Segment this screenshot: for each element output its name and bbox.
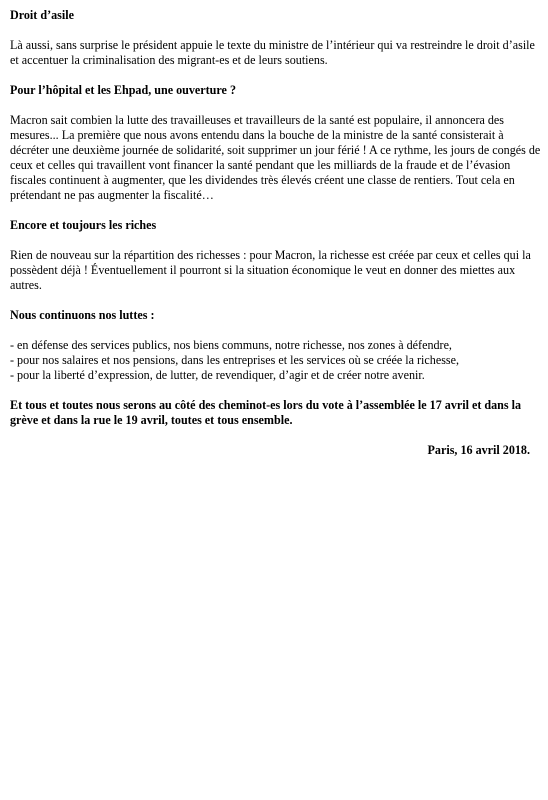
paragraph-line: Macron sait combien la lutte des travailleuses et travailleurs de la santé est populaire, il annoncera des [10, 113, 504, 127]
paragraph-line: et accentuer la criminalisation des migrant-es et de leurs soutiens. [10, 53, 328, 67]
section-hopital-ehpad [10, 83, 541, 203]
paragraph-line: autres. [10, 278, 42, 292]
paragraph-line: possèdent déjà ! Éventuellement il pourront si la situation économique le veut en donner des miettes aux [10, 263, 516, 277]
section-luttes [10, 308, 532, 383]
list-item: - pour la liberté d’expression, de lutter, de revendiquer, d’agir et de créer notre avenir. [10, 368, 425, 382]
section-paragraph [10, 113, 541, 203]
list-item: - en défense des services publics, nos biens communs, notre richesse, nos zones à défendre, [10, 338, 452, 352]
section-paragraph [10, 248, 532, 293]
section-list [10, 338, 532, 383]
closing-line: grève et dans la rue le 19 avril, toutes et tous ensemble. [10, 413, 293, 427]
section-heading: Encore et toujours les riches [10, 218, 157, 232]
list-item: - pour nos salaires et nos pensions, dans les entreprises et les services où se créée la richesse, [10, 353, 460, 367]
paragraph-line: prétendant ne pas augmenter la fiscalité… [10, 188, 214, 202]
section-paragraph [10, 38, 535, 68]
document-page [10, 8, 541, 458]
section-heading: Pour l’hôpital et les Ehpad, une ouverture ? [10, 83, 236, 97]
paragraph-line: mesures... La première que nous avons entendu dans la bouche de la ministre de la santé consisterait à [10, 128, 504, 142]
closing-line: Et tous et toutes nous serons au côté des cheminot-es lors du vote à l’assemblée le 17 avril et dans la [10, 398, 522, 412]
signature-date: Paris, 16 avril 2018. [427, 443, 530, 457]
paragraph-line: Rien de nouveau sur la répartition des richesses : pour Macron, la richesse est créée par ceux et celles qui la [10, 248, 531, 262]
section-droit-asile [10, 8, 535, 68]
section-heading: Droit d’asile [10, 8, 74, 22]
section-heading: Nous continuons nos luttes : [10, 308, 155, 322]
section-riches [10, 218, 532, 293]
paragraph-line: ceux et celles qui travaillent vont financer la santé pendant que les milliards de la fraude et de l’évasion [10, 158, 511, 172]
paragraph-line: fiscales continuent à augmenter, que les dividendes très élevés créent une classe de rentiers. Tout cela en [10, 173, 515, 187]
closing-statement [10, 398, 532, 428]
paragraph-line: Là aussi, sans surprise le président appuie le texte du ministre de l’intérieur qui va restreindre le droit d’asile [10, 38, 535, 52]
paragraph-line: décréter une deuxième journée de solidarité, soit supprimer un jour férié ! A ce rythme, les jours de congés de [10, 143, 541, 157]
